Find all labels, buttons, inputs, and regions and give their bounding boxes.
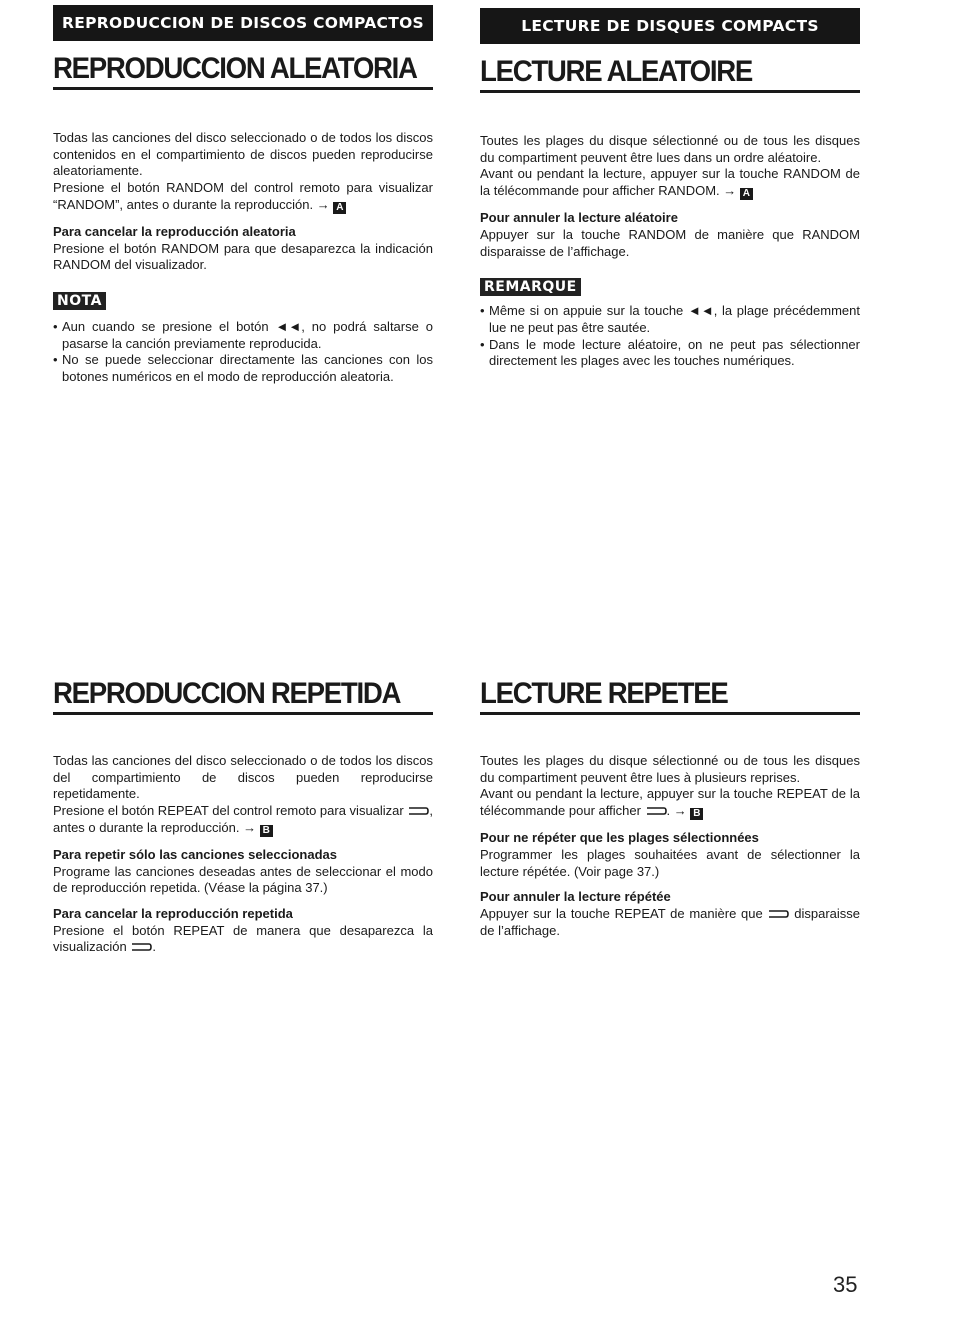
- page-number: 35: [833, 1272, 858, 1297]
- note-label-fr: REMARQUE: [480, 278, 581, 296]
- note-label-es: NOTA: [53, 292, 106, 310]
- section-banner-fr: LECTURE DE DISQUES COMPACTS: [480, 8, 860, 44]
- repeat-title-es: REPRODUCCION REPETIDA: [53, 677, 401, 710]
- random-cancel-heading-fr: Pour annuler la lecture aléatoire: [480, 210, 678, 226]
- list-item: • Même si on appuie sur la touche ◄◄, la plage précédemment lue ne peut pas être sautée.: [480, 303, 860, 336]
- ref-a-badge: A: [333, 202, 346, 214]
- random-title-es: REPRODUCCION ALEATORIA: [53, 52, 417, 85]
- random-title-fr: LECTURE ALEATOIRE: [480, 55, 753, 88]
- random-notes-es: [53, 319, 433, 386]
- list-item: • Dans le mode lecture aléatoire, on ne peut pas sélectionner directement les plages avec les touches numériques.: [480, 337, 860, 370]
- section-banner-es: REPRODUCCION DE DISCOS COMPACTOS: [53, 5, 433, 41]
- ref-a-badge: A: [740, 188, 753, 200]
- repeat-cancel-heading-es: Para cancelar la reproducción repetida: [53, 905, 293, 921]
- list-item: • Aun cuando se presione el botón ◄◄, no podrá saltarse o pasarse la canción previamente reproducida.: [53, 319, 433, 352]
- repeat-intro-es: Todas las canciones del disco seleccionado o de todos los discos del compartimiento de discos pueden reproducirse repetidamente.: [53, 753, 433, 802]
- random-intro-fr: Toutes les plages du disque sélectionné ou de tous les disques du compartiment peuvent être lues dans un ordre aléatoire.: [480, 133, 860, 165]
- random-section-fr: [480, 55, 860, 370]
- repeat-selected-text-fr: Programmer les plages souhaitées avant de sélectionner la lecture répétée. (Voir page 37.): [480, 846, 860, 879]
- random-section-es: [53, 52, 433, 386]
- list-item: • No se puede seleccionar directamente las canciones con los botones numéricos en el modo de reproducción aleatoria.: [53, 352, 433, 385]
- repeat-title-fr: LECTURE REPETEE: [480, 677, 728, 710]
- repeat-icon: [645, 806, 667, 816]
- repeat-cancel-text-fr: Appuyer sur la touche REPEAT de manière que disparaisse de l’affichage.: [480, 905, 860, 938]
- repeat-cancel-text-es: Presione el botón REPEAT de manera que desaparezca la visualización .: [53, 922, 433, 955]
- repeat-icon: [407, 806, 429, 816]
- ref-b-badge: B: [690, 808, 703, 820]
- skip-back-icon: ◄◄: [687, 303, 714, 319]
- repeat-icon: [767, 909, 789, 919]
- repeat-selected-text-es: Programe las canciones deseadas antes de seleccionar el modo de reproducción repetida. (Véase la página 37.): [53, 863, 433, 896]
- repeat-icon: [130, 942, 152, 952]
- random-cancel-heading-es: Para cancelar la reproducción aleatoria: [53, 223, 296, 239]
- random-intro-es: Todas las canciones del disco seleccionado o de todos los discos contenidos en el compartimiento de discos pueden reproducirse aleatoriamente.: [53, 130, 433, 179]
- repeat-intro-fr: Toutes les plages du disque sélectionné ou de tous les disques du compartiment peuvent être lues à plusieurs reprises.: [480, 753, 860, 785]
- random-instruction-es: Presione el botón RANDOM del control remoto para visualizar “RANDOM”, antes o durante la reproducción. → A: [53, 180, 433, 213]
- repeat-instruction-es: Presione el botón REPEAT del control remoto para visualizar , antes o durante la reproducción. → B: [53, 803, 433, 836]
- random-instruction-fr: Avant ou pendant la lecture, appuyer sur la touche RANDOM de la télécommande pour afficher RANDOM. → A: [480, 166, 860, 200]
- random-cancel-text-es: Presione el botón RANDOM para que desaparezca la indicación RANDOM del visualizador.: [53, 240, 433, 273]
- ref-b-badge: B: [260, 825, 273, 837]
- repeat-instruction-fr: Avant ou pendant la lecture, appuyer sur la touche REPEAT de la télécommande pour afficher . → B: [480, 786, 860, 820]
- random-notes-fr: [480, 303, 860, 370]
- repeat-selected-heading-fr: Pour ne répéter que les plages sélectionnées: [480, 830, 759, 846]
- repeat-section-es: [53, 677, 433, 956]
- repeat-selected-heading-es: Para repetir sólo las canciones seleccionadas: [53, 846, 337, 862]
- random-cancel-text-fr: Appuyer sur la touche RANDOM de manière que RANDOM disparaisse de l’affichage.: [480, 226, 860, 259]
- repeat-cancel-heading-fr: Pour annuler la lecture répétée: [480, 889, 671, 905]
- repeat-section-fr: [480, 677, 860, 939]
- skip-back-icon: ◄◄: [275, 318, 302, 334]
